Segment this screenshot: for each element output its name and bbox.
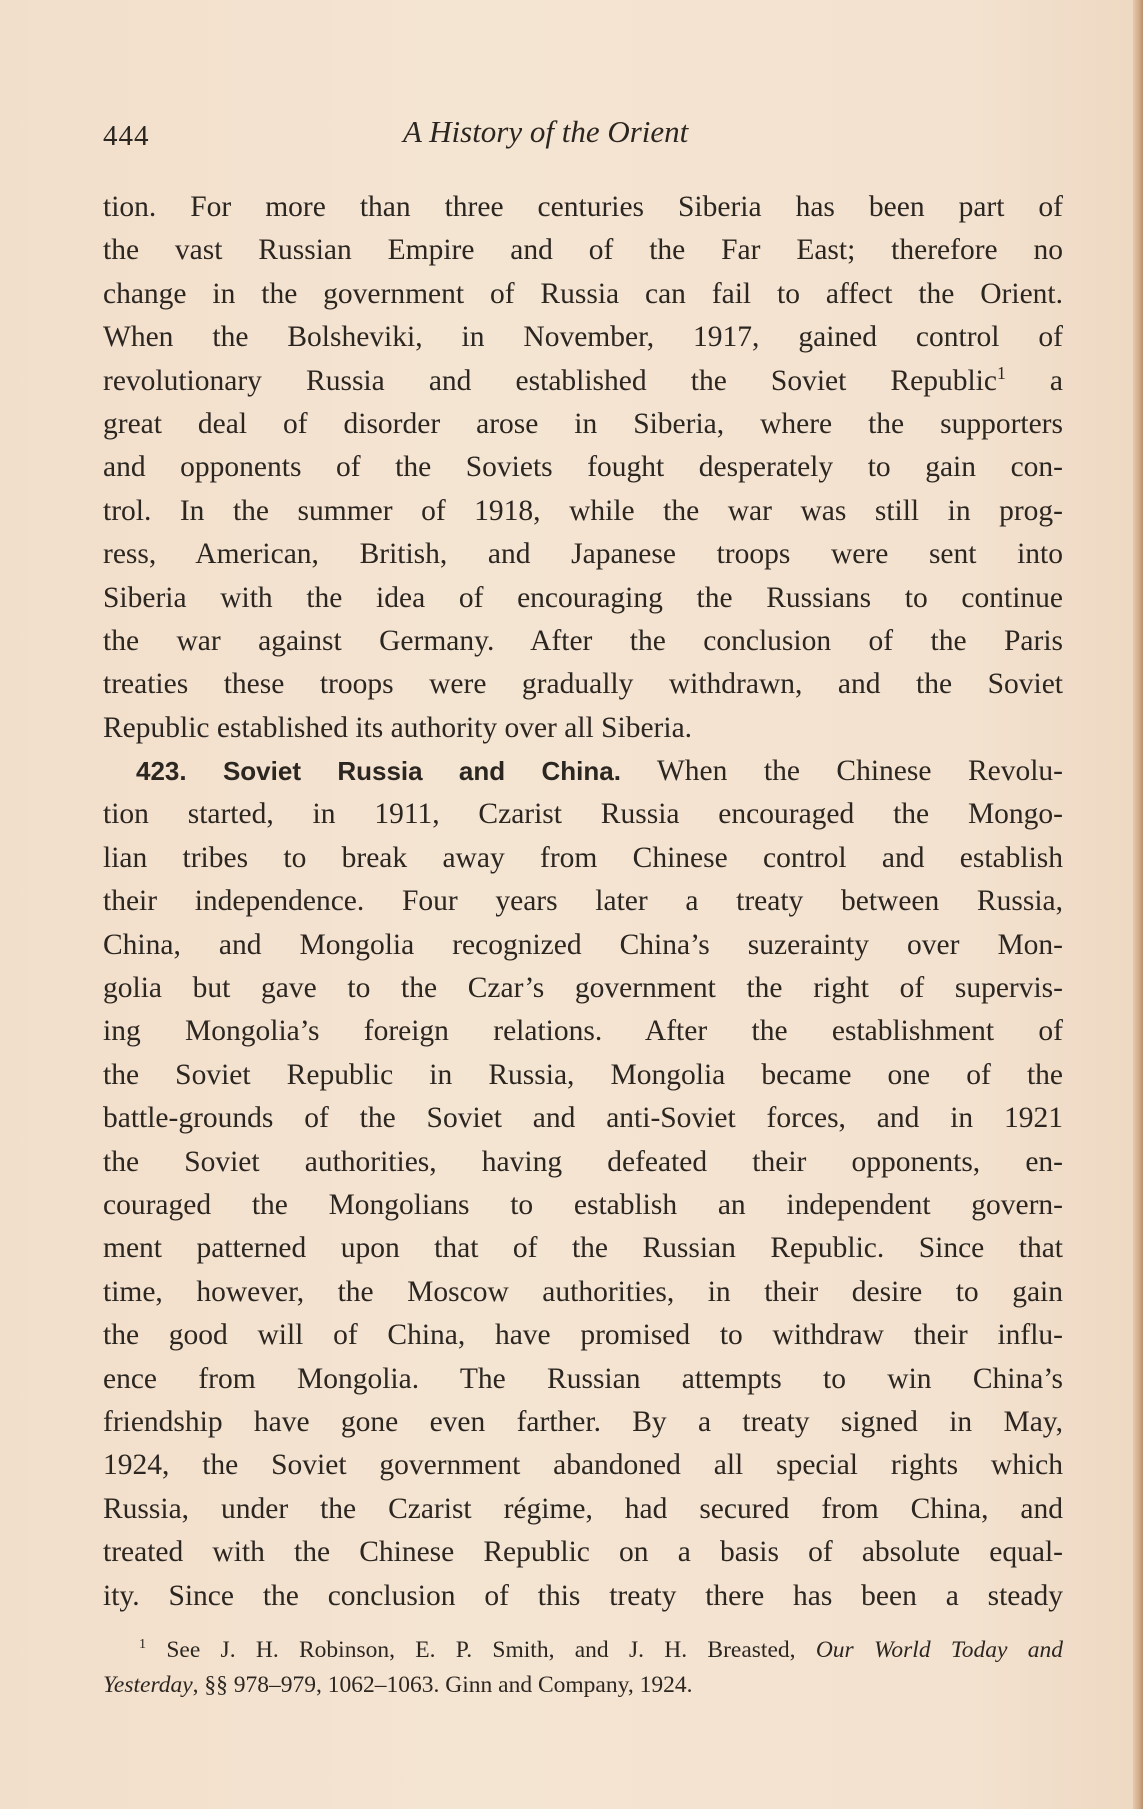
body-text: [103, 186, 1063, 1618]
text-line: lian tribes to break away from Chinese control and establish: [103, 841, 1063, 874]
text-line: the Soviet authorities, having defeated their opponents, en-: [103, 1145, 1063, 1178]
section-heading: 423. Soviet Russia and China.: [136, 756, 621, 787]
footnote-marker: 1: [139, 1636, 147, 1653]
text-line: Russia, under the Czarist régime, had secured from China, and: [103, 1492, 1063, 1525]
text-line: 1924, the Soviet government abandoned all special rights which: [103, 1449, 1063, 1482]
text-line: ity. Since the conclusion of this treaty there has been a steady: [103, 1579, 1063, 1612]
text-line: couraged the Mongolians to establish an independent govern-: [103, 1188, 1063, 1221]
footnote-line: [103, 1668, 1063, 1703]
footnote: [103, 1633, 1063, 1703]
footnote-line: [103, 1633, 1063, 1668]
text-line: ence from Mongolia. The Russian attempts to win China’s: [103, 1362, 1063, 1395]
text-line: the Soviet Republic in Russia, Mongolia became one of the: [103, 1058, 1063, 1091]
text-line: ing Mongolia’s foreign relations. After the establishment of: [103, 1015, 1063, 1048]
text-line: [103, 750, 1063, 793]
text-line: treaties these troops were gradually withdrawn, and the Soviet: [103, 668, 1063, 701]
text-line: Republic established its authority over all Siberia.: [103, 711, 693, 744]
page-header: [103, 114, 1063, 164]
page-number: 444: [103, 120, 150, 152]
text-line: friendship have gone even farther. By a treaty signed in May,: [103, 1405, 1063, 1438]
text-segment: When the Chinese Revolu-: [620, 755, 1063, 788]
text-line: and opponents of the Soviets fought desperately to gain con-: [103, 451, 1063, 484]
text-line: When the Bolsheviki, in November, 1917, gained control of: [103, 321, 1063, 354]
text-line: the vast Russian Empire and of the Far East; therefore no: [103, 234, 1063, 267]
text-line: change in the government of Russia can fail to affect the Orient.: [103, 277, 1063, 310]
text-segment: revolutionary Russia and established the Soviet Republic: [103, 364, 997, 397]
text-line: great deal of disorder arose in Siberia, where the supporters: [103, 407, 1063, 440]
footnote-book-title: Our World Today and: [815, 1637, 1063, 1663]
text-line: time, however, the Moscow authorities, in their desire to gain: [103, 1275, 1063, 1308]
text-segment: a: [1005, 364, 1063, 397]
text-line: their independence. Four years later a treaty between Russia,: [103, 885, 1063, 918]
text-line: [103, 360, 1063, 403]
text-line: Siberia with the idea of encouraging the Russians to continue: [103, 581, 1063, 614]
text-line: the war against Germany. After the conclusion of the Paris: [103, 624, 1063, 657]
running-title: A History of the Orient: [403, 114, 689, 149]
text-line: ment patterned upon that of the Russian Republic. Since that: [103, 1232, 1063, 1265]
text-line: the good will of China, have promised to withdraw their influ-: [103, 1319, 1063, 1352]
footnote-reference: 1: [996, 362, 1006, 383]
text-line: ress, American, British, and Japanese troops were sent into: [103, 538, 1063, 571]
text-line: China, and Mongolia recognized China’s suzerainty over Mon-: [103, 928, 1063, 961]
page-edge: [1133, 0, 1143, 1809]
text-line: tion started, in 1911, Czarist Russia encouraged the Mongo-: [103, 798, 1063, 831]
footnote-book-title: Yesterday: [103, 1672, 193, 1698]
footnote-text: , §§ 978–979, 1062–1063. Ginn and Company, 1924.: [192, 1672, 693, 1698]
text-line: trol. In the summer of 1918, while the war was still in prog-: [103, 494, 1063, 527]
text-line: tion. For more than three centuries Siberia has been part of: [103, 191, 1063, 223]
footnote-text: See J. H. Robinson, E. P. Smith, and J. H. Breasted,: [146, 1637, 816, 1663]
text-line: treated with the Chinese Republic on a basis of absolute equal-: [103, 1536, 1063, 1569]
text-line: golia but gave to the Czar’s government the right of supervis-: [103, 972, 1063, 1005]
text-line: battle-grounds of the Soviet and anti-Soviet forces, and in 1921: [103, 1102, 1063, 1135]
